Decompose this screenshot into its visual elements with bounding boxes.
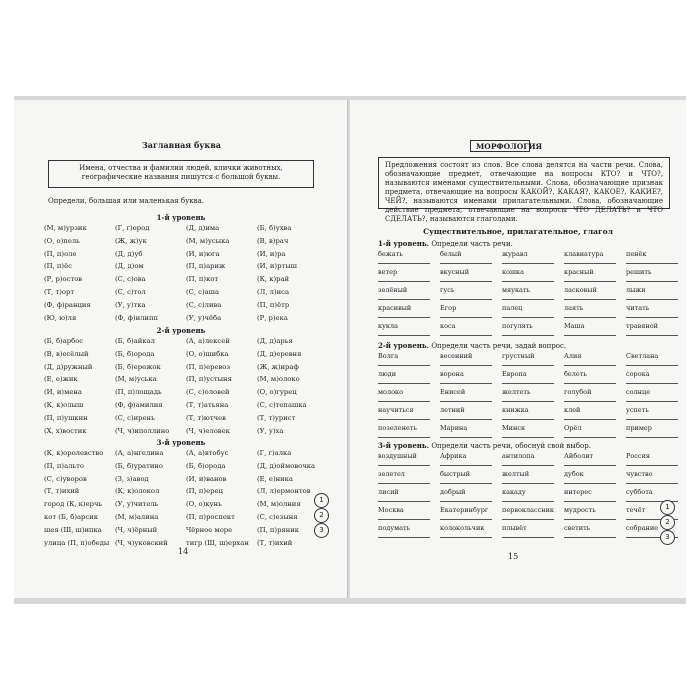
left-word-level3: (Л, л)ермонтов <box>257 487 311 496</box>
left-word-level2: (П, п)лощадь <box>115 388 162 397</box>
answer-line <box>440 281 492 282</box>
right-word-level1: лыжи <box>626 286 646 294</box>
right-word-level1: лаять <box>564 304 584 312</box>
right-word-level2: Минск <box>502 424 526 432</box>
left-word-level1: (Ф, ф)илипп <box>115 313 159 322</box>
right-word-level3: дубок <box>564 470 584 478</box>
right-word-level3: первоклассник <box>502 506 554 514</box>
answer-line <box>440 365 492 366</box>
answer-circle-2: 2 <box>314 508 329 523</box>
answer-line <box>378 501 430 502</box>
left-word-level3: тигр (Ш, ш)ерхан <box>186 538 249 547</box>
answer-line <box>564 483 616 484</box>
right-word-level1: гусь <box>440 286 455 294</box>
answer-line <box>502 401 554 402</box>
right-level1-heading: 1-й уровень. Определи часть речи. <box>378 239 513 248</box>
left-word-level2: (В, в)есёлый <box>44 349 89 358</box>
left-word-level3: (С, с)езыня <box>257 513 298 521</box>
left-word-level3: (Ч, ч)ёрный <box>115 525 158 534</box>
left-word-level3: (С, с)уворов <box>44 474 87 483</box>
right-word-level3: Айболит <box>564 452 594 460</box>
right-word-level1: белый <box>440 250 462 258</box>
left-page-number: 14 <box>178 547 189 556</box>
answer-line <box>502 501 554 502</box>
left-word-level1: (С, с)лива <box>186 300 222 309</box>
left-word-level3: (Т, т)ихий <box>44 487 80 496</box>
right-word-level2: позеленеть <box>378 424 417 432</box>
answer-line <box>626 465 678 466</box>
right-word-level3: Екатеринбург <box>440 506 489 514</box>
answer-line <box>564 501 616 502</box>
left-word-level3: (Ч, ч)уковский <box>115 538 168 547</box>
answer-line <box>564 335 616 336</box>
right-word-level2: грустный <box>502 352 535 360</box>
left-word-level3: (О, о)кунь <box>186 500 222 509</box>
answer-line <box>440 383 492 384</box>
right-word-level1: коса <box>440 322 456 330</box>
answer-line <box>626 401 678 402</box>
right-word-level3: антилопа <box>502 452 535 460</box>
left-word-level1: (Ю, ю)ля <box>44 313 77 322</box>
answer-line <box>502 465 554 466</box>
left-word-level1: (Л, л)иса <box>257 288 290 296</box>
right-word-level2: книжка <box>502 406 529 414</box>
left-word-level3: (Д, д)оймовочка <box>257 461 316 470</box>
left-word-level3: (Б, б)уратино <box>115 461 164 470</box>
left-word-level3: (М, м)олния <box>257 500 301 509</box>
left-word-level1: (Р, р)остов <box>44 275 83 284</box>
answer-line <box>502 365 554 366</box>
right-word-level3: зелетел <box>378 470 405 478</box>
left-word-level1: (М, м)усыка <box>186 236 230 245</box>
left-word-level3: улица (П, п)обеды <box>44 538 110 547</box>
right-word-level1: Егор <box>440 304 457 312</box>
left-word-level2: (О, о)шибка <box>186 349 229 358</box>
right-word-level1: палец <box>502 304 523 312</box>
answer-line <box>378 383 430 384</box>
right-word-level1: погулять <box>502 322 533 330</box>
right-word-level2: Марина <box>440 424 468 432</box>
answer-line <box>502 335 554 336</box>
right-word-level3: колокольчик <box>440 524 485 532</box>
left-rule-box: Имена, отчества и фамилии людей, клички животных, географические названия пишутся с большой буквы. <box>48 160 314 188</box>
answer-line <box>564 365 616 366</box>
right-word-level2: голубой <box>564 388 592 396</box>
left-word-level3: (А, а)втобус <box>186 449 229 457</box>
right-word-level1: Маша <box>564 322 585 330</box>
answer-line <box>626 281 678 282</box>
answer-line <box>626 299 678 300</box>
left-word-level3: (А, а)нгелина <box>115 449 164 457</box>
answer-circle-1: 1 <box>660 500 675 515</box>
right-word-level2: Европа <box>502 370 527 378</box>
right-word-level3: суббота <box>626 488 653 496</box>
right-word-level3: желтый <box>502 470 530 478</box>
right-word-level3: лисий <box>378 488 399 496</box>
left-word-level1: (Р, р)ека <box>257 313 288 322</box>
left-word-level1: (П, п)кот <box>186 275 219 284</box>
left-level3-title: 3-й уровень <box>156 438 206 447</box>
answer-circle-1: 1 <box>314 493 329 508</box>
right-word-level1: кошка <box>502 268 524 276</box>
right-rule-box: Предложения состоят из слов. Все слова делятся на части речи. Слова, обозначающие предмет, отвечающие на вопросы КТО? и ЧТО?, называются именами существительными. Слова, обозначающие признак предмета, отвечающие на вопросы КАКОЙ?, КАКАЯ?, КАКОЕ?, КАКИЕ?, ЧЕЙ?, называются именами прилагательными. Слова, обозначающие действие предмета, отвечающие на вопросы ЧТО ДЕЛАТЬ? и ЧТО СДЕЛАТЬ?, называются глаголами. <box>378 157 670 209</box>
answer-line <box>502 383 554 384</box>
right-word-level2: летний <box>440 406 465 414</box>
answer-line <box>440 263 492 264</box>
answer-line <box>564 401 616 402</box>
right-word-level2: молоко <box>378 388 403 396</box>
answer-line <box>378 299 430 300</box>
answer-line <box>378 263 430 264</box>
left-word-level1: (С, с)ова <box>115 275 146 284</box>
left-word-level2: (Ч, ч)иполлино <box>115 426 170 435</box>
right-word-level3: Москва <box>378 506 404 514</box>
left-word-level3: (К, к)оролевство <box>44 449 104 457</box>
answer-line <box>502 419 554 420</box>
right-word-level1: читать <box>626 304 650 312</box>
left-word-level3: (П, п)ерец <box>186 487 223 496</box>
answer-line <box>440 299 492 300</box>
right-word-level1: кукла <box>378 322 398 330</box>
answer-line <box>440 465 492 466</box>
left-word-level2: (Т, т)урист <box>257 413 296 422</box>
answer-line <box>564 281 616 282</box>
right-word-level2: Светлана <box>626 352 659 360</box>
answer-line <box>440 537 492 538</box>
answer-line <box>626 317 678 318</box>
right-word-level2: солнце <box>626 388 651 396</box>
left-word-level1: (О, о)пель <box>44 236 80 245</box>
left-word-level1: (И, и)юга <box>186 249 220 258</box>
answer-line <box>378 483 430 484</box>
right-word-level1: зелёный <box>378 286 408 294</box>
left-word-level2: (Д, д)еревня <box>257 349 302 358</box>
answer-circle-3: 3 <box>314 523 329 538</box>
left-word-level2: (М, м)олоко <box>257 375 300 384</box>
answer-line <box>626 263 678 264</box>
left-word-level2: (К, к)олыш <box>44 401 84 409</box>
answer-line <box>440 401 492 402</box>
right-word-level1: красивый <box>378 304 412 312</box>
answer-line <box>502 263 554 264</box>
left-word-level1: (П, п)оле <box>44 249 77 258</box>
left-word-level3: Чёрное море <box>186 525 233 534</box>
left-level2-title: 2-й уровень <box>156 326 206 335</box>
right-page <box>350 100 686 598</box>
right-word-level2: клей <box>564 406 581 414</box>
left-word-level1: (Д, д)уб <box>115 249 143 258</box>
left-word-level2: (С, с)ирень <box>115 413 155 422</box>
right-word-level2: успеть <box>626 406 649 414</box>
left-word-level2: (Ч, ч)еловек <box>186 426 230 435</box>
answer-line <box>378 537 430 538</box>
answer-line <box>378 519 430 520</box>
left-word-level3: (Г, г)алка <box>257 449 292 457</box>
answer-line <box>502 281 554 282</box>
left-word-level3: кот (Б, б)арсик <box>44 513 98 521</box>
left-word-level1: (Г, г)ород <box>115 224 150 232</box>
left-word-level3: (У, у)читель <box>115 500 159 509</box>
left-word-level1: (Ж, ж)ук <box>115 236 147 245</box>
answer-line <box>378 401 430 402</box>
left-word-level2: (Б, б)ережок <box>115 362 161 371</box>
answer-line <box>502 537 554 538</box>
right-word-level1: журавл <box>502 250 528 258</box>
left-word-level1: (Ф, ф)ранция <box>44 300 91 309</box>
answer-line <box>564 419 616 420</box>
left-word-level2: (П, п)еревоз <box>186 362 231 371</box>
answer-line <box>626 437 678 438</box>
answer-line <box>502 519 554 520</box>
right-word-level1: бежать <box>378 250 403 258</box>
left-word-level2: (Д, д)арья <box>257 337 293 345</box>
right-word-level3: Россия <box>626 452 651 460</box>
left-word-level2: (Т, т)ютчев <box>186 413 226 422</box>
answer-line <box>378 317 430 318</box>
answer-line <box>378 465 430 466</box>
answer-line <box>564 299 616 300</box>
answer-line <box>564 317 616 318</box>
right-word-level3: чувство <box>626 470 653 478</box>
right-level2-heading: 2-й уровень. Определи часть речи, задай вопрос. <box>378 341 567 350</box>
answer-line <box>564 465 616 466</box>
left-word-level1: (Д, д)ом <box>115 262 144 271</box>
right-word-level3: быстрый <box>440 470 470 478</box>
right-word-level2: Енисей <box>440 388 466 396</box>
answer-line <box>502 317 554 318</box>
left-word-level2: (Т, т)атьяна <box>186 401 229 409</box>
answer-line <box>626 483 678 484</box>
left-word-level1: (И, и)ра <box>257 249 286 258</box>
right-word-level2: Волга <box>378 352 399 360</box>
left-word-level3: (П, п)альто <box>44 461 85 470</box>
right-word-level1: ветер <box>378 268 398 276</box>
answer-line <box>378 335 430 336</box>
right-word-level1: решить <box>626 268 652 276</box>
right-word-level2: научиться <box>378 406 414 414</box>
answer-circle-2: 2 <box>660 515 675 530</box>
answer-line <box>564 383 616 384</box>
answer-line <box>440 317 492 318</box>
left-word-level1: (С, с)аша <box>186 288 220 296</box>
left-word-level1: (С, с)тол <box>115 288 146 296</box>
open-workbook <box>14 96 686 604</box>
right-word-level1: красный <box>564 268 594 276</box>
answer-line <box>626 335 678 336</box>
left-word-level3: (Е, е)ника <box>257 474 293 483</box>
answer-line <box>564 519 616 520</box>
left-word-level2: (Х, х)востик <box>44 426 87 435</box>
answer-line <box>378 365 430 366</box>
left-level1-title: 1-й уровень <box>156 213 206 222</box>
answer-line <box>440 501 492 502</box>
right-word-level1: ласковый <box>564 286 597 294</box>
left-word-level2: (П, п)устыня <box>186 375 232 384</box>
left-word-level2: (Б, б)орода <box>115 349 155 358</box>
right-word-level2: люди <box>378 370 397 378</box>
answer-line <box>440 437 492 438</box>
answer-line <box>564 537 616 538</box>
section-title: Существительное, прилагательное, глагол <box>423 227 613 236</box>
right-word-level2: ворона <box>440 370 464 378</box>
left-word-level1: (Т, т)орт <box>44 288 75 296</box>
left-word-level1: (М, м)урзик <box>44 224 87 232</box>
left-word-level2: (И, и)мена <box>44 388 82 397</box>
answer-line <box>378 281 430 282</box>
right-page-title: МОРФОЛОГИЯ <box>476 142 543 151</box>
right-word-level2: весенний <box>440 352 473 360</box>
right-word-level1: травяной <box>626 322 658 330</box>
right-word-level3: светить <box>564 524 591 532</box>
left-word-level3: (Б, б)орода <box>186 461 226 470</box>
right-word-level3: собрание <box>626 524 659 532</box>
left-word-level2: (Ж, ж)ираф <box>257 362 299 371</box>
answer-line <box>626 419 678 420</box>
left-word-level2: (Б, б)арбос <box>44 337 84 345</box>
answer-line <box>378 437 430 438</box>
answer-line <box>440 419 492 420</box>
right-word-level2: Орёл <box>564 424 582 432</box>
right-level3-heading: 3-й уровень. Определи часть речи, обоснуй свой выбор. <box>378 441 591 450</box>
left-word-level1: (И, и)ртыш <box>257 262 297 271</box>
right-word-level3: интерес <box>564 488 592 496</box>
left-word-level1: (Д, д)има <box>186 224 220 232</box>
left-word-level2: (Ф, ф)амилия <box>115 401 163 409</box>
right-word-level3: мудрость <box>564 506 596 514</box>
answer-line <box>502 437 554 438</box>
right-word-level3: плывёт <box>502 524 527 532</box>
left-word-level3: (З, з)авод <box>115 474 149 483</box>
left-word-level1: (У, у)тка <box>115 300 146 309</box>
left-word-level1: (П, п)ётр <box>257 300 290 309</box>
left-word-level3: (Т, т)ихий <box>257 538 293 547</box>
left-word-level1: (Б, б)ухва <box>257 224 292 232</box>
right-word-level3: Африка <box>440 452 467 460</box>
left-word-level2: (А, а)лексей <box>186 337 230 345</box>
answer-line <box>378 419 430 420</box>
answer-line <box>626 383 678 384</box>
right-word-level3: подумать <box>378 524 411 532</box>
left-word-level2: (Б, б)айкал <box>115 337 155 345</box>
right-word-level3: течёт <box>626 506 646 514</box>
left-word-level3: (П, п)роспект <box>186 513 235 521</box>
right-word-level3: какаду <box>502 488 526 496</box>
left-word-level2: (М, м)уська <box>115 375 157 384</box>
left-word-level2: (С, с)тепашка <box>257 401 307 409</box>
left-word-level2: (Е, е)жик <box>44 375 78 384</box>
left-word-level3: город (К, к)ерчь <box>44 500 103 509</box>
left-word-level1: (В, в)рач <box>257 236 289 245</box>
left-word-level3: (П, п)ряник <box>257 525 300 534</box>
answer-line <box>564 263 616 264</box>
left-word-level3: (И, и)ванов <box>186 474 227 483</box>
left-page-title: Заглавная буква <box>142 140 221 150</box>
right-word-level3: добрый <box>440 488 466 496</box>
right-word-level2: сорока <box>626 370 650 378</box>
left-word-level1: (К, к)рай <box>257 275 290 284</box>
right-word-level1: клавиатура <box>564 250 604 258</box>
left-word-level1: (П, п)ёс <box>44 262 72 271</box>
answer-line <box>440 519 492 520</box>
left-instruction: Определи, большая или маленькая буква. <box>48 197 204 205</box>
right-word-level2: Алия <box>564 352 582 360</box>
answer-line <box>440 335 492 336</box>
left-word-level2: (У, у)ха <box>257 426 284 435</box>
left-word-level3: шея (Ш, ш)ипка <box>44 525 102 534</box>
answer-line <box>564 437 616 438</box>
right-page-number: 15 <box>508 552 519 561</box>
answer-line <box>440 483 492 484</box>
left-word-level1: (П, п)ариж <box>186 262 226 271</box>
answer-line <box>502 299 554 300</box>
left-word-level2: (Д, д)ружный <box>44 362 93 371</box>
right-word-level2: белеть <box>564 370 587 378</box>
right-word-level3: воздушный <box>378 452 417 460</box>
right-word-level2: пример <box>626 424 652 432</box>
right-word-level1: мяукать <box>502 286 531 294</box>
right-word-level1: вкусный <box>440 268 470 276</box>
left-word-level3: (М, м)алина <box>115 513 159 521</box>
left-word-level2: (П, п)ушкин <box>44 413 88 422</box>
left-word-level1: (У, у)чёба <box>186 313 222 322</box>
right-word-level1: пенёк <box>626 250 647 258</box>
answer-circle-3: 3 <box>660 530 675 545</box>
answer-line <box>502 483 554 484</box>
left-word-level2: (С, с)оловей <box>186 388 230 397</box>
left-page <box>14 100 348 598</box>
left-word-level2: (О, о)гурец <box>257 388 297 397</box>
right-word-level2: желтеть <box>502 388 531 396</box>
left-word-level3: (К, к)олокол <box>115 487 160 496</box>
answer-line <box>626 365 678 366</box>
